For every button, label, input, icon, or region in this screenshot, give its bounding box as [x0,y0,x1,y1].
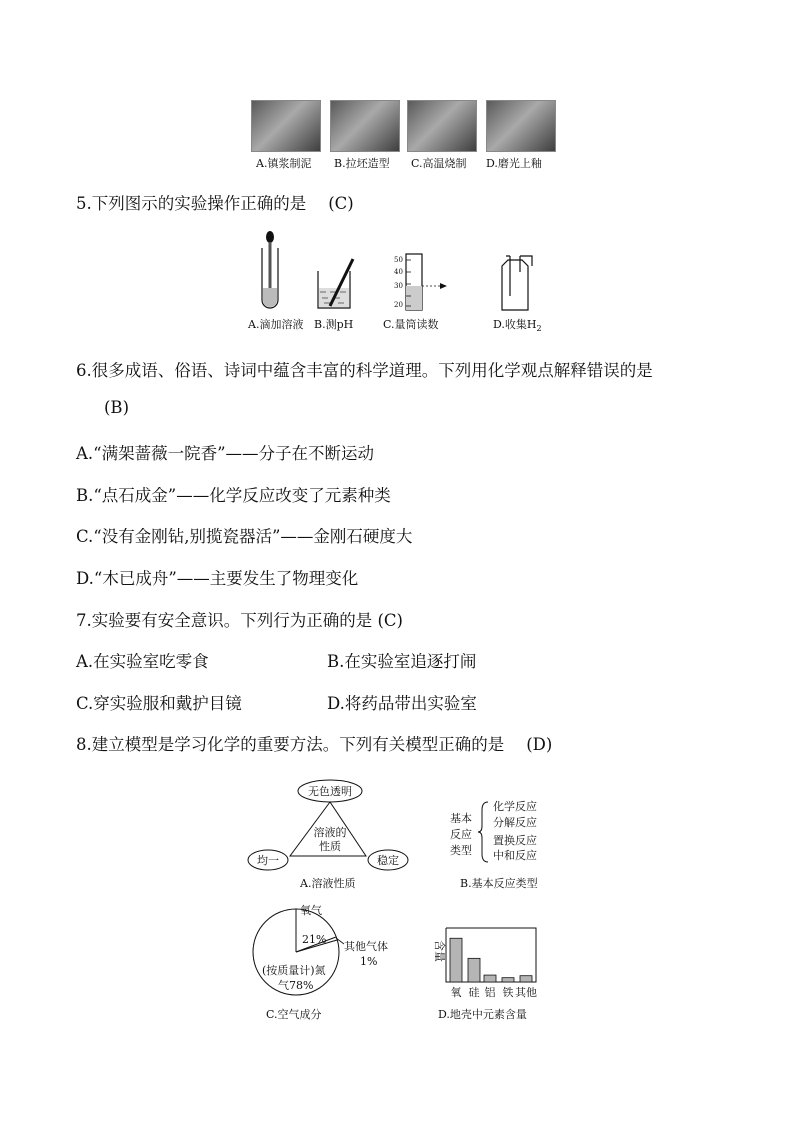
q6-answer: (B) [104,398,129,417]
model-b-item-1: 化学反应 [493,800,537,813]
model-c-caption: C.空气成分 [266,1008,322,1021]
model-b-item-4: 中和反应 [493,849,537,862]
eye-icon [440,283,447,289]
model-d-xtick-si: 硅 [468,986,480,999]
crust-bar-3 [484,975,496,982]
beaker-ph-icon [318,259,353,308]
crust-bar-4 [502,978,514,982]
model-b-reaction-types [446,796,556,866]
model-b-label-3: 类型 [450,844,472,857]
dropper-tube-icon [262,231,278,308]
q7-stem-text: 7.实验要有安全意识。下列行为正确的是 [76,611,373,630]
cylinder-tick-50: 50 [394,256,403,264]
model-d-xtick-o: 氧 [450,986,462,999]
model-a-top: 无色透明 [308,785,352,798]
glazing-photo [486,100,556,152]
crust-bar-1 [450,938,462,982]
q5-caption-d-main: D.收集H [493,318,537,331]
photo-caption-d: D.磨光上釉 [486,157,542,170]
q6-option-d: D.“木已成舟”——主要发生了物理变化 [76,569,359,588]
model-c-nitrogen-1: (按质量计)氮 [262,964,326,977]
q7-option-c: C.穿实验服和戴护目镜 [76,694,242,713]
q8-answer: (D) [526,735,553,754]
cylinder-tick-30: 30 [394,282,403,290]
model-d-xtick-al: 铝 [484,986,496,999]
photo-caption-b: B.拉坯造型 [334,157,390,170]
q5-caption-d [493,316,542,333]
model-d-crust-chart [426,920,550,1002]
q6-stem: 6.很多成语、俗语、诗词中蕴含丰富的科学道理。下列用化学观点解释错误的是 [76,361,653,380]
model-a-caption: A.溶液性质 [300,877,356,890]
q7-stem [76,607,403,631]
model-c-air-pie [252,900,392,1005]
model-d-xtick-fe: 铁 [502,986,514,999]
model-c-nitrogen-2: 气78% [278,979,314,992]
model-a-center-2: 性质 [319,840,341,853]
model-b-caption: B.基本反应类型 [460,877,538,890]
q5-caption-c: C.量筒读数 [383,318,439,331]
model-b-label-1: 基本 [450,812,472,825]
model-d-caption: D.地壳中元素含量 [438,1008,527,1021]
model-c-oxygen: 氧气 [300,904,322,917]
q5-answer: (C) [328,194,354,213]
q5-caption-a: A.滴加溶液 [248,318,304,331]
model-b-item-2: 分解反应 [493,816,537,829]
q6-option-b: B.“点石成金”——化学反应改变了元素种类 [76,486,391,505]
crust-bar-2 [468,958,480,982]
q5-caption-b: B.测pH [314,318,354,331]
model-a-right: 稳定 [377,854,399,867]
model-a-center-1: 溶液的 [313,826,347,839]
q8-stem-text: 8.建立模型是学习化学的重要方法。下列有关模型正确的是 [76,735,505,754]
model-b-label-2: 反应 [450,828,472,841]
q5-stem-text: 5.下列图示的实验操作正确的是 [76,194,307,213]
q6-option-a: A.“满架蔷薇一院香”——分子在不断运动 [76,444,375,463]
graduated-cylinder-icon [394,254,447,310]
model-c-other-pct: 1% [360,955,378,968]
model-a-left: 均一 [257,854,279,867]
cylinder-tick-40: 40 [394,268,403,276]
kiln-firing-photo [407,100,477,152]
model-d-ylabel: 含量 [433,940,446,962]
q7-option-b: B.在实验室追逐打闹 [327,652,477,671]
q7-option-d: D.将药品带出实验室 [327,694,477,713]
photo-caption-a: A.镇浆制泥 [256,157,312,170]
q7-option-a: A.在实验室吃零食 [76,652,209,671]
q5-stem [76,190,354,214]
crust-bar-5 [520,976,532,982]
clay-kneading-photo [251,100,321,152]
q5-caption-d-sub: 2 [536,324,542,334]
gas-bottle-icon [502,256,532,310]
cylinder-tick-20: 20 [394,301,403,309]
model-c-oxygen-pct: 21% [302,933,327,946]
model-d-xtick-other: 其他 [515,986,537,999]
model-b-item-3: 置换反应 [493,834,537,847]
q7-answer: (C) [377,611,403,630]
photo-caption-c: C.高温烧制 [411,157,467,170]
model-c-other: 其他气体 [344,940,388,953]
wheel-throwing-photo [330,100,400,152]
q6-option-c: C.“没有金刚钻,别揽瓷器活”——金刚石硬度大 [76,527,413,546]
q8-stem [76,731,552,755]
